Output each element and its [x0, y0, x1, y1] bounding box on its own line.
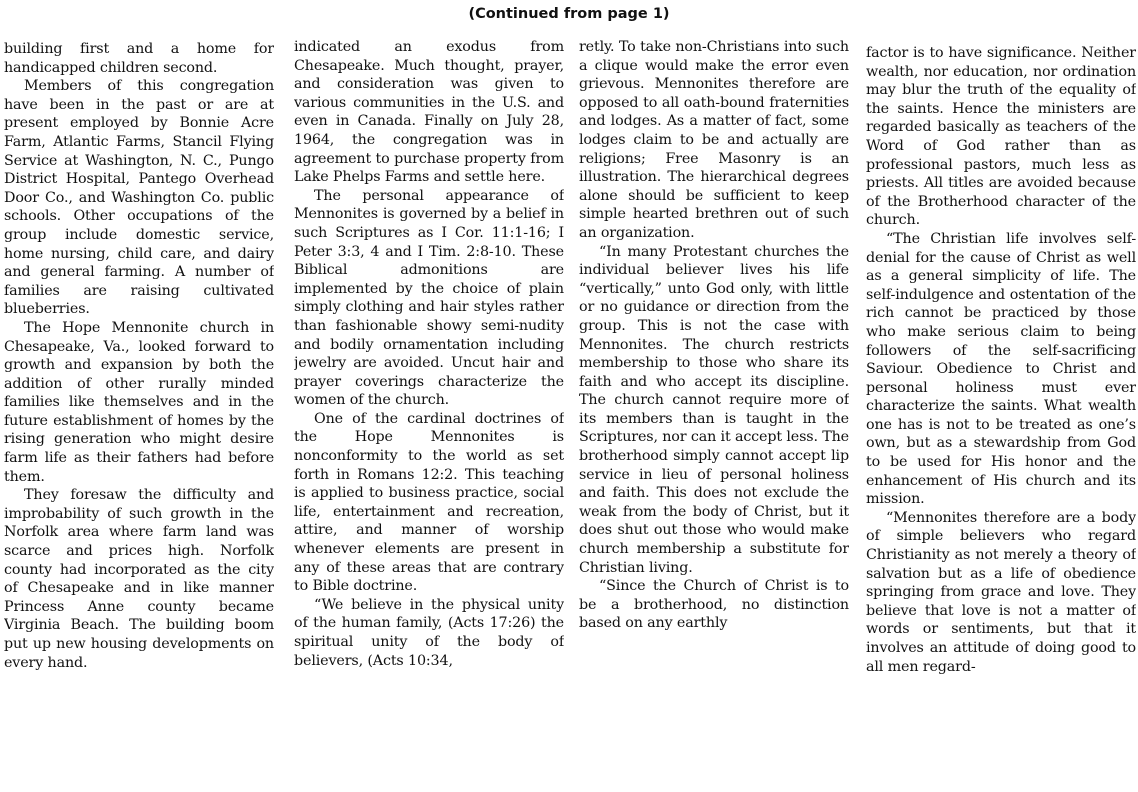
- paragraph: One of the cardinal doctrines of the Hope Mennonites is nonconformity to the world as set forth in Romans 12:2. This teaching is applied to business practice, social life, entertainment and recreation, attire, and manner of worship whenever elements are present in any of these areas that are contrary to Bible doctrine.: [294, 410, 564, 595]
- text-column-1: [4, 40, 274, 788]
- paragraph: building first and a home for handicapped children second.: [4, 41, 274, 76]
- paragraph: factor is to have significance. Neither wealth, nor education, nor ordination may blur the truth of the equality of the saints. Hence the ministers are regarded basically as teachers of the Word of God rather than as professional pastors, much less as priests. All titles are avoided because of the Brotherhood character of the church.: [866, 45, 1136, 229]
- paragraph: “Mennonites therefore are a body of simple believers who regard Christianity as not merely a theory of salvation but as a life of obedience springing from grace and love. They believe that love is not a matter of words or sentiments, but that it involves an attitude of doing good to all men regard-: [866, 509, 1136, 675]
- paragraph: “In many Protestant churches the individual believer lives his life “vertically,” unto God only, with little or no guidance or direction from the group. This is not the case with Mennonites. The church restricts membership to those who share its faith and who accept its discipline. The church cannot require more of its members than is taught in the Scriptures, nor can it accept less. The brotherhood simply cannot accept lip service in lieu of personal holiness and faith. This does not exclude the weak from the body of Christ, but it does shut out those who would make church membership a substitute for Christian living.: [579, 243, 849, 576]
- paragraph: retly. To take non-Christians into such a clique would make the error even grievous. Mennonites therefore are opposed to all oath-bound fraternities and lodges. As a matter of fact, some lodges claim to be and actually are religions; Free Masonry is an illustration. The hierarchical degrees alone should be sufficient to keep simple hearted brethren out of such an organization.: [579, 39, 849, 241]
- paragraph: They foresaw the difficulty and improbability of such growth in the Norfolk area where farm land was scarce and prices high. Norfolk county had incorporated as the city of Chesapeake and in like manner Princess Anne county became Virginia Beach. The building boom put up new housing developments on every hand.: [4, 487, 274, 671]
- text-column-3: [579, 38, 849, 786]
- paragraph: Members of this congregation have been in the past or are at present employed by Bonnie Acre Farm, Atlantic Farms, Stancil Flying Service at Washington, N. C., Pungo District Hospital, Pantego Overhead Door Co., and Washington Co. public schools. Other occupations of the group include domestic service, home nursing, child care, and dairy and general farming. A number of families are raising cultivated blueberries.: [4, 78, 274, 318]
- paragraph: The Hope Mennonite church in Chesapeake, Va., looked forward to growth and expansion by both the addition of other rurally minded families like themselves and in the future establishment of homes by the rising generation who might desire farm life as their fathers had before them.: [4, 319, 274, 485]
- paragraph: indicated an exodus from Chesapeake. Much thought, prayer, and consideration was given to various communities in the U.S. and even in Canada. Finally on July 28, 1964, the congregation was in agreement to purchase property from Lake Phelps Farms and settle here.: [294, 39, 564, 186]
- paragraph: The personal appearance of Mennonites is governed by a belief in such Scriptures as I Cor. 11:1-16; I Peter 3:3, 4 and I Tim. 2:8-10. These Biblical admonitions are implemented by the choice of plain simply clothing and hair styles rather than fashionable showy semi-nudity and bodily ornamentation including jewelry are avoided. Uncut hair and prayer coverings characterize the women of the church.: [294, 187, 564, 409]
- paragraph: “We believe in the physical unity of the human family, (Acts 17:26) the spiritual unity of the body of believers, (Acts 10:34,: [294, 596, 564, 669]
- continued-header: (Continued from page 1): [468, 6, 670, 22]
- paragraph: “The Christian life involves self-denial for the cause of Christ as well as a general simplicity of life. The self-indulgence and ostentation of the rich cannot be practiced by those who make serious claim to being followers of the self-sacrificing Saviour. Obedience to Christ and personal holiness must ever characterize the saints. What wealth one has is not to be treated as one’s own, but as a stewardship from God to be used for His honor and the enhancement of His church and its mission.: [866, 230, 1136, 508]
- text-column-2: [294, 38, 564, 786]
- text-column-4: [866, 44, 1136, 792]
- paragraph: “Since the Church of Christ is to be a brotherhood, no distinction based on any earthly: [579, 578, 849, 632]
